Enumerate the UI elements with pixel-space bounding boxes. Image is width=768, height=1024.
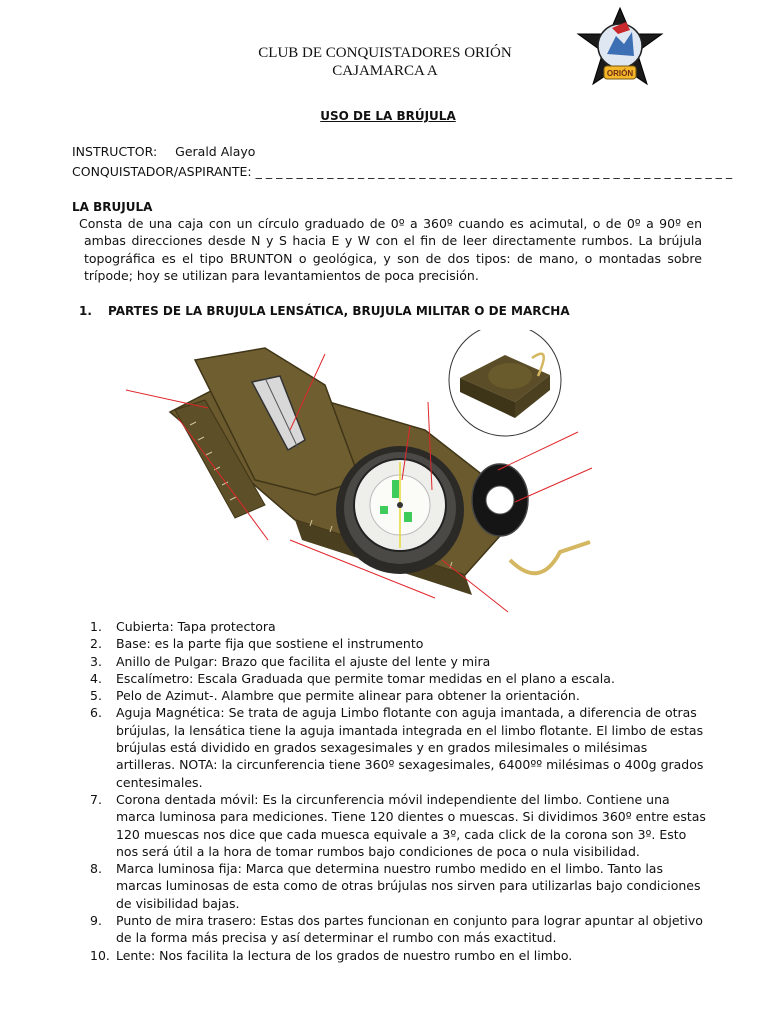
club-name: CLUB DE CONQUISTADORES ORIÓN xyxy=(258,45,512,61)
part-item xyxy=(90,687,710,704)
subsection-title: PARTES DE LA BRUJULA LENSÁTICA, BRUJULA MILITAR O DE MARCHA xyxy=(108,304,570,318)
intro-paragraph: Consta de una caja con un círculo graduado de 0º a 360º cuando es acimutal, o de 0º a 90º en ambas direcciones desde N y S hacia E y W con el fin de leer directamente rumbos. La brújula topográfica es el tipo BRUNTON o geológica, y son de dos tipos: de mano, o montadas sobre trípode; hoy se utilizan para levantamientos de poca precisión. xyxy=(79,216,702,283)
part-item xyxy=(90,791,710,860)
part-number: 5. xyxy=(90,688,102,704)
club-header xyxy=(210,44,560,80)
instructor-name: Gerald Alayo xyxy=(175,144,256,159)
document-title: USO DE LA BRÚJULA xyxy=(320,109,456,123)
part-item xyxy=(90,860,710,912)
part-item xyxy=(90,618,710,635)
part-item xyxy=(90,704,710,790)
aspirant-label: CONQUISTADOR/ASPIRANTE: xyxy=(72,164,252,179)
compass-inset-photo xyxy=(449,330,561,436)
part-number: 6. xyxy=(90,705,102,721)
aspirant-blank: _ _ _ _ _ _ _ _ _ _ _ _ _ _ _ _ _ _ _ _ _ _ _ _ _ _ _ _ _ _ _ _ _ _ _ _ _ _ _ _ _ _ _ _ _ _ _ xyxy=(255,164,733,179)
part-item xyxy=(90,912,710,947)
part-number: 10. xyxy=(90,947,110,963)
aspirant-line xyxy=(72,164,732,179)
part-number: 1. xyxy=(90,619,102,634)
part-item xyxy=(90,947,710,964)
subsection-number: 1. xyxy=(79,304,92,318)
club-location: CAJAMARCA A xyxy=(332,63,438,79)
part-description: Marca luminosa fija: Marca que determina nuestro rumbo medido en el limbo. Tanto las marcas luminosas de esta como de otras brújulas nos sirven para utilizarlas bajo condiciones de visibilidad bajas. xyxy=(116,861,701,911)
part-description: Cubierta: Tapa protectora xyxy=(116,619,276,634)
part-description: Lente: Nos facilita la lectura de los grados de nuestro rumbo en el limbo. xyxy=(116,947,573,963)
instructor-label: INSTRUCTOR: xyxy=(72,144,158,159)
part-item xyxy=(90,670,710,687)
lensatic-compass-diagram xyxy=(120,330,720,620)
parts-list xyxy=(90,618,710,964)
subsection-heading xyxy=(79,304,570,318)
part-item xyxy=(90,635,710,652)
orion-club-logo xyxy=(574,6,666,92)
logo-text: ORIÓN xyxy=(606,69,634,78)
part-description: Corona dentada móvil: Es la circunferencia móvil independiente del limbo. Contiene una marca luminosa para mediciones. Tiene 120 dientes o muescas. Si dividimos 360º entre estas 120 muescas nos dice que cada muesca equivale a 3º, cada click de la corona son 3º. Esto nos será útil a la hora de tomar rumbos bajo condiciones de poca o nula visibilidad. xyxy=(116,791,706,859)
part-description: Pelo de Azimut-. Alambre que permite alinear para obtener la orientación. xyxy=(116,688,580,704)
part-number: 4. xyxy=(90,670,102,686)
part-description: Base: es la parte fija que sostiene el instrumento xyxy=(116,636,424,652)
part-number: 3. xyxy=(90,653,102,669)
part-description: Punto de mira trasero: Estas dos partes funcionan en conjunto para lograr apuntar al objetivo de la forma más precisa y así determinar el rumbo con más exactitud. xyxy=(116,913,703,946)
instructor-line xyxy=(72,144,255,159)
part-description: Escalímetro: Escala Graduada que permite tomar medidas en el plano a escala. xyxy=(116,670,615,686)
part-item xyxy=(90,653,710,670)
part-description: Anillo de Pulgar: Brazo que facilita el ajuste del lente y mira xyxy=(116,653,491,669)
part-number: 9. xyxy=(90,913,102,929)
section-heading: LA BRUJULA xyxy=(72,200,153,214)
part-number: 7. xyxy=(90,791,102,807)
part-number: 8. xyxy=(90,861,102,877)
part-number: 2. xyxy=(90,636,102,652)
part-description: Aguja Magnética: Se trata de aguja Limbo flotante con aguja imantada, a diferencia de otras brújulas, la lensática tiene la aguja imantada integrada en el limbo flotante. El limbo de estas brújulas está dividido en grados sexagesimales y en grados milesimales o milésimas artilleras. NOTA: la circunferencia tiene 360º sexagesimales, 6400ºº milésimas o 400g grados centesimales. xyxy=(116,705,704,790)
